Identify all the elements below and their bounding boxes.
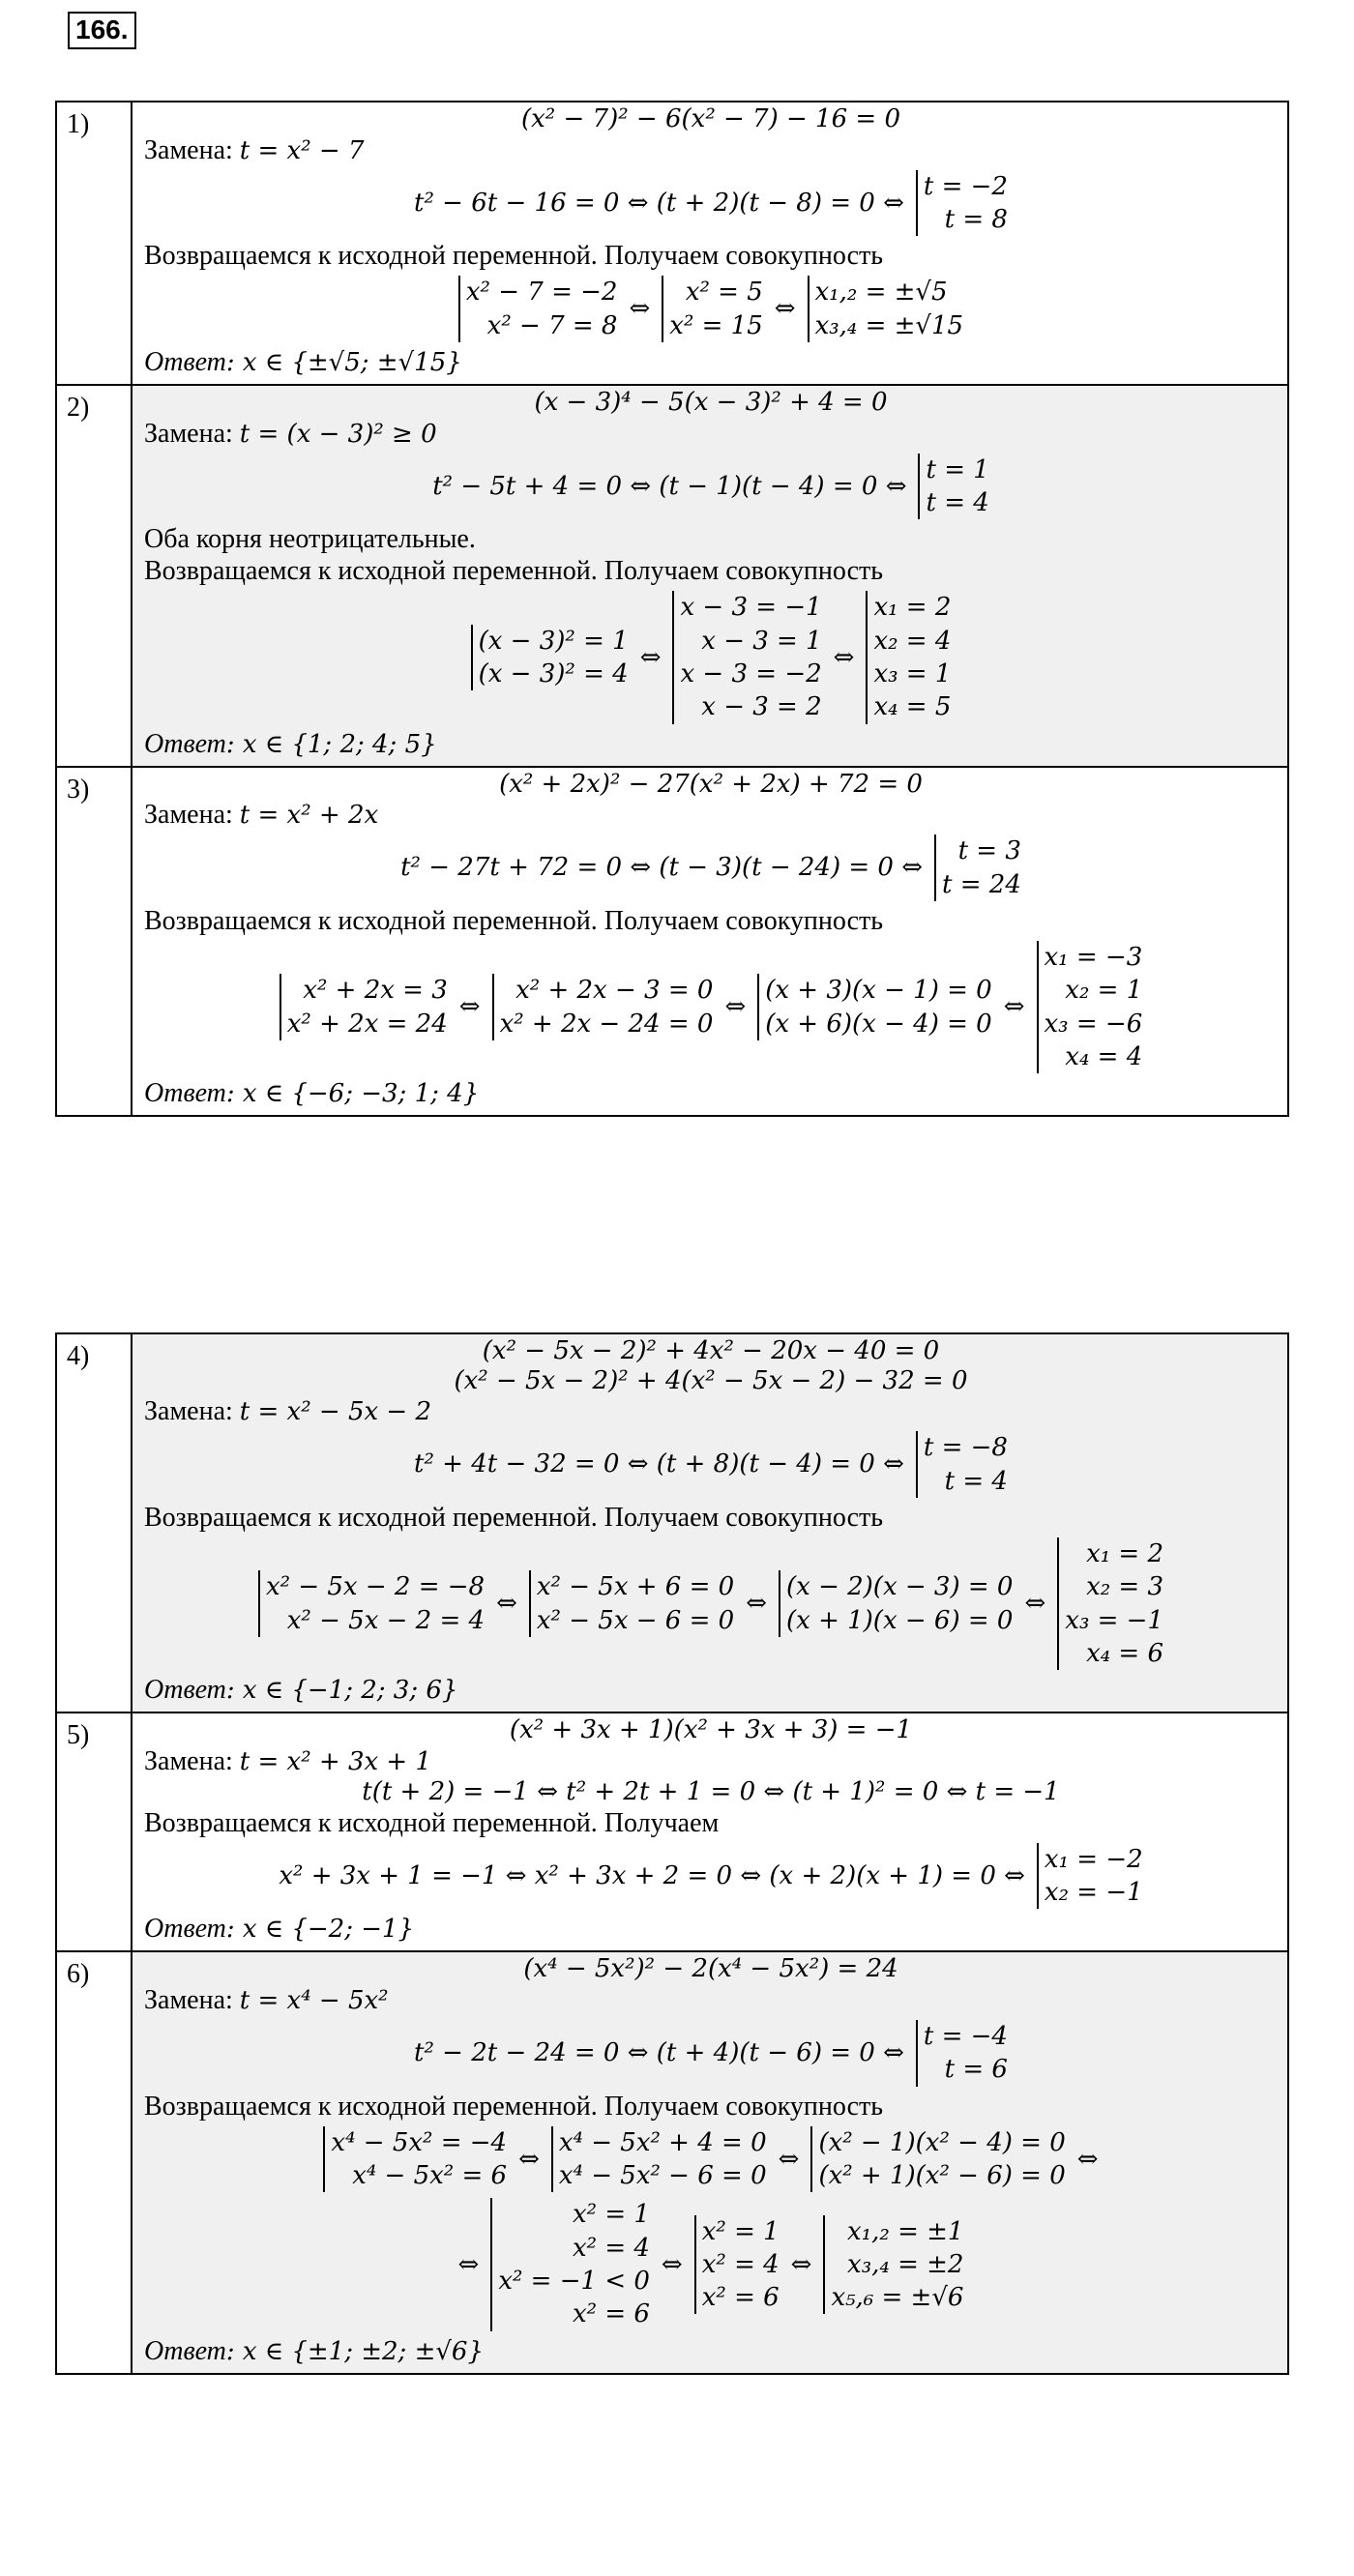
system-equation: x₁ = 2 bbox=[873, 593, 952, 623]
system-equation: t = 3 bbox=[957, 836, 1021, 866]
answer-value: : x ∈ {−6; −3; 1; 4} bbox=[225, 1079, 480, 1109]
equation-segment: ⇔ bbox=[496, 1589, 517, 1619]
system-equation: x² − 7 = 8 bbox=[486, 310, 618, 340]
system-equation: x⁴ − 5x² = 6 bbox=[352, 2161, 508, 2191]
equation-segment: ⇔ bbox=[1076, 2144, 1099, 2174]
substitution-line bbox=[144, 1395, 1278, 1427]
equation-segment: t² − 5t + 4 = 0 ⇔ (t − 1)(t − 4) = 0 ⇔ bbox=[432, 471, 907, 501]
system-bracket bbox=[808, 276, 964, 342]
explanation-text: Возвращаемся к исходной переменной. Получаем совокупность bbox=[144, 241, 883, 272]
solution-row bbox=[56, 1712, 1288, 1951]
substitution-label: Замена: bbox=[144, 1985, 240, 2016]
system-bracket bbox=[916, 170, 1008, 237]
system-bracket bbox=[1037, 941, 1143, 1073]
system-bracket bbox=[1037, 1843, 1143, 1910]
equation-segment: t² − 6t − 16 = 0 ⇔ (t + 2)(t − 8) = 0 ⇔ bbox=[414, 188, 904, 218]
equation-chain bbox=[144, 939, 1278, 1075]
equation-segment: t² − 27t + 72 = 0 ⇔ (t − 3)(t − 24) = 0 ⇔ bbox=[400, 853, 924, 883]
system-equation: x² = 6 bbox=[701, 2283, 780, 2313]
explanation-text: Возвращаемся к исходной переменной. Получаем совокупность bbox=[144, 556, 883, 587]
equation-line: (x − 3)⁴ − 5(x − 3)² + 4 = 0 bbox=[534, 388, 888, 418]
solution-number: 4) bbox=[56, 1333, 132, 1712]
answer-line bbox=[144, 2335, 1278, 2367]
answer-line bbox=[144, 1674, 1278, 1706]
system-bracket bbox=[471, 625, 629, 691]
answer-label: Ответ bbox=[144, 1914, 226, 1945]
system-equation: x₃,₄ = ±2 bbox=[847, 2249, 964, 2279]
system-equation: x₃ = −1 bbox=[1065, 1605, 1164, 1635]
answer-value: : x ∈ {−2; −1} bbox=[225, 1915, 415, 1945]
system-equation: x₂ = 3 bbox=[1086, 1572, 1164, 1602]
substitution-expression: t = x² + 2x bbox=[239, 801, 379, 831]
system-equation: x₁ = −3 bbox=[1044, 943, 1143, 973]
system-bracket bbox=[258, 1570, 485, 1637]
substitution-label: Замена: bbox=[144, 418, 240, 449]
substitution-expression: t = x² − 5x − 2 bbox=[239, 1397, 432, 1427]
equation-segment: ⇔ bbox=[629, 294, 651, 324]
substitution-line bbox=[144, 1984, 1278, 2016]
answer-value: : x ∈ {1; 2; 4; 5} bbox=[225, 729, 437, 759]
system-equation: x₅,₆ = ±√6 bbox=[831, 2283, 964, 2313]
system-equation: t = 1 bbox=[926, 454, 989, 484]
system-equation: x₁,₂ = ±1 bbox=[847, 2216, 964, 2246]
system-equation: x₁,₂ = ±√5 bbox=[814, 278, 948, 307]
equation-segment: ⇔ bbox=[661, 2249, 683, 2279]
equation-segment: t² − 2t − 24 = 0 ⇔ (t + 4)(t − 6) = 0 ⇔ bbox=[414, 2038, 904, 2068]
system-equation: x − 3 = 2 bbox=[701, 692, 822, 722]
substitution-label: Замена: bbox=[144, 134, 240, 165]
equation-chain bbox=[144, 452, 1278, 522]
explanation-text: Возвращаемся к исходной переменной. Получаем совокупность bbox=[144, 2091, 883, 2122]
equation-line: t(t + 2) = −1 ⇔ t² + 2t + 1 = 0 ⇔ (t + 1)² = 0 ⇔ t = −1 bbox=[362, 1777, 1060, 1807]
system-equation: t = 4 bbox=[926, 488, 989, 518]
system-bracket bbox=[458, 276, 618, 342]
answer-line bbox=[144, 346, 1278, 378]
substitution-label: Замена: bbox=[144, 800, 240, 831]
answer-label: Ответ bbox=[144, 346, 226, 377]
system-equation: t = 6 bbox=[944, 2055, 1008, 2085]
system-equation: x² + 2x = 3 bbox=[303, 976, 448, 1006]
system-equation: x² + 2x = 24 bbox=[286, 1009, 448, 1039]
system-bracket bbox=[1057, 1537, 1163, 1670]
equation-segment: ⇔ bbox=[458, 992, 481, 1022]
system-bracket bbox=[529, 1570, 734, 1637]
equation-segment: ⇔ bbox=[639, 642, 662, 672]
answer-value: : x ∈ {±√5; ±√15} bbox=[225, 347, 462, 377]
answer-line bbox=[144, 728, 1278, 760]
system-equation: x₃ = 1 bbox=[873, 659, 952, 689]
solution-body bbox=[132, 385, 1288, 767]
equation-chain bbox=[144, 2124, 1278, 2195]
system-equation: x₂ = 4 bbox=[873, 626, 952, 656]
system-equation: x₂ = −1 bbox=[1044, 1878, 1143, 1908]
solution-number: 2) bbox=[56, 385, 132, 767]
system-equation: x⁴ − 5x² − 6 = 0 bbox=[558, 2161, 767, 2191]
equation-segment: ⇔ bbox=[778, 2144, 800, 2174]
system-bracket bbox=[823, 2215, 963, 2315]
system-equation: x₁ = 2 bbox=[1086, 1539, 1164, 1569]
equation-line: (x² + 2x)² − 27(x² + 2x) + 72 = 0 bbox=[499, 769, 923, 799]
equation-line: (x² + 3x + 1)(x² + 3x + 3) = −1 bbox=[509, 1715, 913, 1745]
substitution-line bbox=[144, 1745, 1278, 1777]
equation-segment: ⇔ bbox=[518, 2144, 540, 2174]
problem-number: 166. bbox=[68, 12, 136, 49]
system-equation: (x + 3)(x − 1) = 0 bbox=[765, 976, 992, 1006]
system-bracket bbox=[490, 2198, 650, 2330]
system-equation: x² − 7 = −2 bbox=[465, 278, 618, 307]
equation-segment: ⇔ bbox=[790, 2249, 812, 2279]
system-equation: x⁴ − 5x² = −4 bbox=[331, 2127, 508, 2157]
system-equation: x − 3 = −1 bbox=[680, 593, 822, 623]
equation-segment: ⇔ bbox=[833, 642, 855, 672]
system-bracket bbox=[323, 2126, 507, 2193]
solution-row bbox=[56, 1333, 1288, 1712]
equation-segment: ⇔ bbox=[457, 2249, 480, 2279]
system-bracket bbox=[757, 974, 991, 1040]
substitution-expression: t = x² − 7 bbox=[239, 135, 365, 165]
system-equation: (x − 3)² = 1 bbox=[478, 626, 629, 656]
equation-chain bbox=[144, 168, 1278, 239]
solution-body bbox=[132, 1951, 1288, 2373]
system-equation: x² − 5x − 2 = 4 bbox=[286, 1605, 486, 1635]
system-equation: x₄ = 5 bbox=[873, 692, 952, 722]
solution-row bbox=[56, 385, 1288, 767]
equation-segment: t² + 4t − 32 = 0 ⇔ (t + 8)(t − 4) = 0 ⇔ bbox=[414, 1449, 904, 1479]
system-equation: x² = 4 bbox=[701, 2249, 780, 2279]
equation-chain bbox=[144, 2196, 1278, 2332]
system-equation: x² = 4 bbox=[572, 2233, 650, 2263]
system-equation: t = 8 bbox=[944, 205, 1008, 235]
equation-chain bbox=[144, 589, 1278, 725]
system-equation: x² = −1 < 0 bbox=[498, 2266, 650, 2296]
system-equation: x² − 5x − 2 = −8 bbox=[265, 1572, 486, 1602]
system-bracket bbox=[694, 2215, 780, 2315]
system-equation: x − 3 = 1 bbox=[701, 626, 822, 656]
solution-row bbox=[56, 1951, 1288, 2373]
solutions-table-1 bbox=[55, 101, 1289, 1117]
answer-label: Ответ bbox=[144, 728, 226, 759]
answer-line bbox=[144, 1077, 1278, 1109]
explanation-text: Оба корня неотрицательные. bbox=[144, 524, 476, 555]
equation-line: (x² − 7)² − 6(x² − 7) − 16 = 0 bbox=[521, 104, 900, 133]
system-equation: (x² + 1)(x² − 6) = 0 bbox=[818, 2161, 1066, 2191]
system-bracket bbox=[280, 974, 448, 1040]
system-equation: x₃,₄ = ±√15 bbox=[814, 310, 964, 340]
system-equation: (x + 1)(x − 6) = 0 bbox=[786, 1605, 1014, 1635]
solution-row bbox=[56, 767, 1288, 1117]
system-equation: (x − 3)² = 4 bbox=[478, 659, 629, 689]
system-equation: x₄ = 4 bbox=[1065, 1041, 1143, 1071]
system-bracket bbox=[918, 454, 988, 520]
system-equation: (x + 6)(x − 4) = 0 bbox=[765, 1009, 992, 1039]
solution-body bbox=[132, 1333, 1288, 1712]
explanation-text: Возвращаемся к исходной переменной. Получаем совокупность bbox=[144, 906, 883, 937]
system-equation: x² = 1 bbox=[572, 2200, 650, 2230]
answer-label: Ответ bbox=[144, 2335, 226, 2366]
system-equation: x − 3 = −2 bbox=[680, 659, 822, 689]
system-bracket bbox=[810, 2126, 1065, 2193]
equation-segment: ⇔ bbox=[724, 992, 747, 1022]
system-equation: t = −8 bbox=[923, 1433, 1008, 1463]
system-bracket bbox=[916, 2020, 1008, 2087]
system-equation: x⁴ − 5x² + 4 = 0 bbox=[558, 2127, 767, 2157]
system-bracket bbox=[551, 2126, 767, 2193]
system-bracket bbox=[492, 974, 714, 1040]
substitution-line bbox=[144, 799, 1278, 831]
equation-segment: ⇔ bbox=[1024, 1589, 1046, 1619]
system-equation: x₄ = 6 bbox=[1086, 1638, 1164, 1668]
answer-label: Ответ bbox=[144, 1675, 226, 1706]
solution-number: 5) bbox=[56, 1712, 132, 1951]
equation-chain bbox=[144, 833, 1278, 903]
equation-segment: ⇔ bbox=[774, 294, 796, 324]
answer-label: Ответ bbox=[144, 1078, 226, 1109]
equation-segment: ⇔ bbox=[1003, 992, 1025, 1022]
system-equation: x² − 5x + 6 = 0 bbox=[536, 1572, 735, 1602]
equation-chain bbox=[144, 1841, 1278, 1912]
system-equation: t = −2 bbox=[923, 171, 1008, 201]
answer-value: : x ∈ {±1; ±2; ±√6} bbox=[225, 2336, 485, 2366]
system-equation: t = 4 bbox=[944, 1466, 1008, 1496]
system-equation: t = 24 bbox=[942, 869, 1021, 899]
equation-chain bbox=[144, 2018, 1278, 2089]
explanation-text: Возвращаемся к исходной переменной. Получаем совокупность bbox=[144, 1503, 883, 1533]
equation-chain bbox=[144, 274, 1278, 344]
substitution-line bbox=[144, 418, 1278, 450]
equation-line: (x² − 5x − 2)² + 4x² − 20x − 40 = 0 bbox=[482, 1336, 940, 1365]
system-equation: x₃ = −6 bbox=[1044, 1009, 1143, 1039]
substitution-expression: t = (x − 3)² ≥ 0 bbox=[239, 419, 437, 449]
substitution-label: Замена: bbox=[144, 1745, 240, 1776]
system-equation: x₂ = 1 bbox=[1065, 976, 1143, 1006]
system-equation: x² = 15 bbox=[669, 310, 763, 340]
solution-number: 3) bbox=[56, 767, 132, 1117]
system-equation: x² = 5 bbox=[685, 278, 763, 307]
equation-chain bbox=[144, 1429, 1278, 1500]
system-bracket bbox=[934, 834, 1021, 901]
solution-body bbox=[132, 1712, 1288, 1951]
solution-body bbox=[132, 102, 1288, 385]
system-equation: (x − 2)(x − 3) = 0 bbox=[786, 1572, 1014, 1602]
system-equation: x² + 2x − 3 = 0 bbox=[515, 976, 714, 1006]
system-equation: x² − 5x − 6 = 0 bbox=[536, 1605, 735, 1635]
equation-line: (x² − 5x − 2)² + 4(x² − 5x − 2) − 32 = 0 bbox=[454, 1365, 968, 1395]
solution-number: 6) bbox=[56, 1951, 132, 2373]
equation-line: (x⁴ − 5x²)² − 2(x⁴ − 5x²) = 24 bbox=[523, 1954, 898, 1984]
system-bracket bbox=[916, 1431, 1008, 1498]
equation-segment: x² + 3x + 1 = −1 ⇔ x² + 3x + 2 = 0 ⇔ (x + 2)(x + 1) = 0 ⇔ bbox=[279, 1860, 1025, 1890]
explanation-text: Возвращаемся к исходной переменной. Получаем bbox=[144, 1807, 720, 1838]
system-equation: (x² − 1)(x² − 4) = 0 bbox=[818, 2127, 1066, 2157]
substitution-line bbox=[144, 134, 1278, 166]
answer-value: : x ∈ {−1; 2; 3; 6} bbox=[225, 1676, 458, 1706]
system-bracket bbox=[779, 1570, 1013, 1637]
system-bracket bbox=[662, 276, 762, 342]
system-equation: x² = 6 bbox=[572, 2299, 650, 2329]
equation-chain bbox=[144, 1536, 1278, 1672]
substitution-label: Замена: bbox=[144, 1396, 240, 1427]
system-bracket bbox=[866, 591, 951, 723]
equation-segment: ⇔ bbox=[746, 1589, 767, 1619]
solution-row bbox=[56, 102, 1288, 385]
system-bracket bbox=[672, 591, 821, 723]
substitution-expression: t = x² + 3x + 1 bbox=[239, 1746, 432, 1776]
solution-number: 1) bbox=[56, 102, 132, 385]
answer-line bbox=[144, 1913, 1278, 1945]
system-equation: t = −4 bbox=[923, 2022, 1008, 2052]
substitution-expression: t = x⁴ − 5x² bbox=[239, 1986, 389, 2016]
system-equation: x₁ = −2 bbox=[1044, 1844, 1143, 1874]
system-equation: x² = 1 bbox=[701, 2216, 780, 2246]
solutions-table-2 bbox=[55, 1332, 1289, 2375]
solution-body bbox=[132, 767, 1288, 1117]
system-equation: x² + 2x − 24 = 0 bbox=[499, 1009, 714, 1039]
